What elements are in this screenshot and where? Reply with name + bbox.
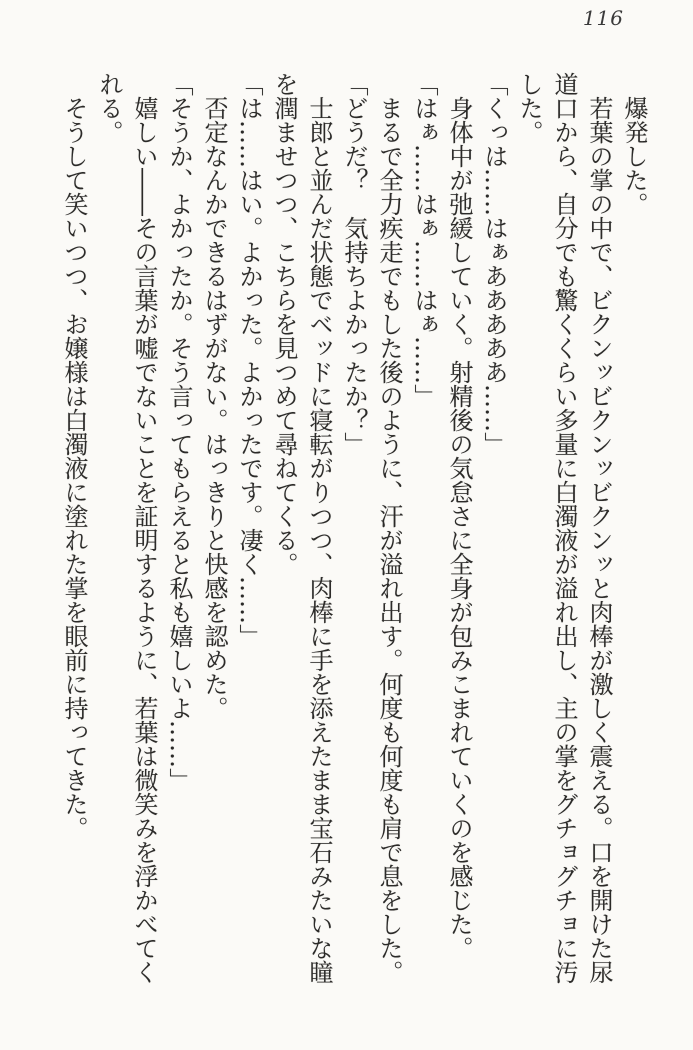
text-line: まるで全力疾走でもした後のように、汗が溢れ出す。何度も何度も肩で息をした。 [375, 96, 403, 984]
text-line: 爆発した。 [620, 96, 648, 216]
text-line: 嬉しい――その言葉が嘘でないことを証明するように、若葉は微笑みを浮かべてく [130, 96, 158, 984]
text-line: 「どうだ？ 気持ちよかったか？」 [340, 72, 368, 456]
page-text-block [56, 72, 651, 1022]
text-line: 「くっは……はぁあああああ……」 [480, 72, 508, 456]
text-line: を潤ませつつ、こちらを見つめて尋ねてくる。 [270, 72, 298, 576]
text-line: 「そうか、よかったか。そう言ってもらえると私も嬉しいよ……」 [165, 72, 193, 792]
text-line: 否定なんかできるはずがない。はっきりと快感を認めた。 [200, 96, 228, 720]
text-line: 「はぁ……はぁ……はぁ……」 [410, 72, 438, 408]
text-line: 士郎と並んだ状態でベッドに寝転がりつつ、肉棒に手を添えたまま宝石みたいな瞳 [305, 96, 333, 984]
text-line: 道口から、自分でも驚くくらい多量に白濁液が溢れ出し、主の掌をグチョグチョに汚 [550, 72, 578, 984]
text-line: そうして笑いつつ、お嬢様は白濁液に塗れた掌を眼前に持ってきた。 [60, 96, 88, 840]
text-line: 身体中が弛緩していく。射精後の気怠さに全身が包みこまれていくのを感じた。 [445, 96, 473, 960]
text-line: 「は……はい。よかった。よかったです。凄く……」 [235, 72, 263, 648]
page-number: 116 [582, 6, 624, 30]
text-line: した。 [515, 72, 543, 144]
text-line: れる。 [95, 72, 123, 144]
text-line: 若葉の掌の中で、ビクンッビクンッビクンッと肉棒が激しく震える。口を開けた尿 [585, 96, 613, 984]
